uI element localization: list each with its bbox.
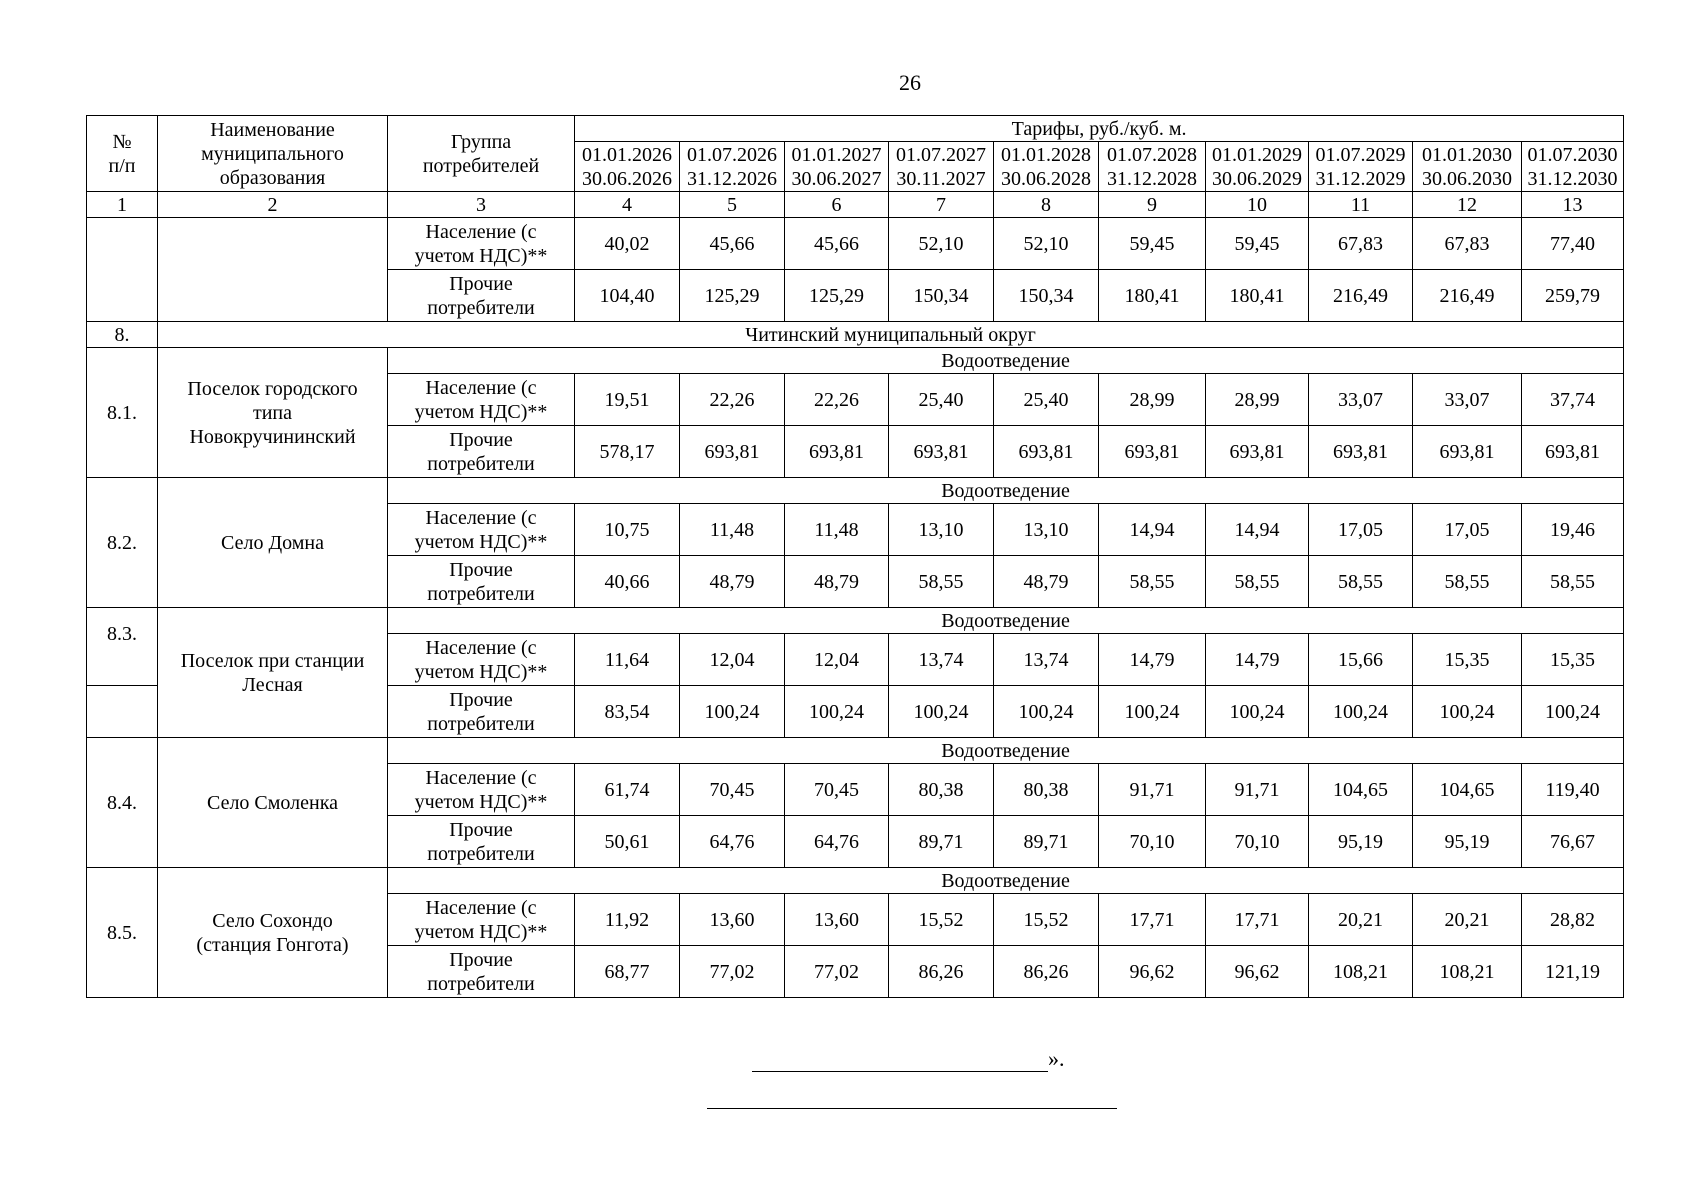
tariff-value: 58,55 <box>1309 556 1413 608</box>
section-row <box>87 322 1624 348</box>
header-col-number: 6 <box>785 192 889 218</box>
tariff-value: 108,21 <box>1413 946 1522 998</box>
tariff-value: 40,66 <box>575 556 680 608</box>
tariff-value: 37,74 <box>1522 374 1624 426</box>
tariff-value: 77,02 <box>785 946 889 998</box>
header-col-number: 3 <box>388 192 575 218</box>
header-num: № п/п <box>87 116 158 192</box>
tariff-value: 578,17 <box>575 426 680 478</box>
header-col-number: 12 <box>1413 192 1522 218</box>
tariff-value: 100,24 <box>994 686 1099 738</box>
municipality-name: Село Сохондо (станция Гонгота) <box>158 868 388 998</box>
tariff-value: 48,79 <box>680 556 785 608</box>
tariff-value: 52,10 <box>994 218 1099 270</box>
tariff-value: 693,81 <box>994 426 1099 478</box>
tariff-value: 22,26 <box>785 374 889 426</box>
consumer-group: Прочие потребители <box>388 816 575 868</box>
header-tariffs-title: Тарифы, руб./куб. м. <box>575 116 1624 142</box>
tariff-value: 58,55 <box>1099 556 1206 608</box>
tariff-value: 13,60 <box>785 894 889 946</box>
tariff-value: 22,26 <box>680 374 785 426</box>
tariff-value: 121,19 <box>1522 946 1624 998</box>
tariff-value: 83,54 <box>575 686 680 738</box>
tariff-value: 19,46 <box>1522 504 1624 556</box>
tariff-value: 28,82 <box>1522 894 1624 946</box>
consumer-group: Население (с учетом НДС)** <box>388 504 575 556</box>
municipality-name <box>158 218 388 322</box>
tariff-value: 693,81 <box>1206 426 1309 478</box>
header-col-number: 13 <box>1522 192 1624 218</box>
municipality-name: Поселок городского типа Новокручининский <box>158 348 388 478</box>
row-num-empty <box>87 686 158 738</box>
header-period: 01.07.2030 31.12.2030 <box>1522 142 1624 192</box>
tariff-value: 58,55 <box>1522 556 1624 608</box>
tariff-value: 25,40 <box>994 374 1099 426</box>
tariff-value: 25,40 <box>889 374 994 426</box>
tariff-value: 108,21 <box>1309 946 1413 998</box>
header-period: 01.01.2026 30.06.2026 <box>575 142 680 192</box>
tariff-value: 64,76 <box>680 816 785 868</box>
tariff-value: 48,79 <box>994 556 1099 608</box>
tariff-value: 58,55 <box>1413 556 1522 608</box>
tariff-value: 100,24 <box>1413 686 1522 738</box>
tariff-value: 59,45 <box>1099 218 1206 270</box>
tariff-value: 100,24 <box>889 686 994 738</box>
tariff-value: 17,71 <box>1206 894 1309 946</box>
tariff-value: 12,04 <box>680 634 785 686</box>
tariff-value: 125,29 <box>785 270 889 322</box>
row-num: 8.5. <box>87 868 158 998</box>
service-label: Водоотведение <box>388 738 1624 764</box>
tariff-value: 95,19 <box>1309 816 1413 868</box>
tariff-value: 61,74 <box>575 764 680 816</box>
municipality-name: Село Смоленка <box>158 738 388 868</box>
section-title: Читинский муниципальный округ <box>158 322 1624 348</box>
tariff-value: 14,79 <box>1206 634 1309 686</box>
tariff-value: 19,51 <box>575 374 680 426</box>
tariff-value: 70,10 <box>1206 816 1309 868</box>
tariff-value: 58,55 <box>889 556 994 608</box>
service-row <box>87 478 1624 504</box>
tariff-value: 59,45 <box>1206 218 1309 270</box>
tariff-value: 91,71 <box>1099 764 1206 816</box>
tariff-value: 11,48 <box>785 504 889 556</box>
service-label: Водоотведение <box>388 608 1624 634</box>
header-col-number: 1 <box>87 192 158 218</box>
tariff-value: 40,02 <box>575 218 680 270</box>
tariff-value: 80,38 <box>994 764 1099 816</box>
tariff-value: 13,60 <box>680 894 785 946</box>
municipality-name: Поселок при станции Лесная <box>158 608 388 738</box>
tariff-value: 70,45 <box>785 764 889 816</box>
page-number: 26 <box>899 70 921 95</box>
tariff-value: 96,62 <box>1206 946 1309 998</box>
tariff-value: 86,26 <box>889 946 994 998</box>
tariff-value: 693,81 <box>889 426 994 478</box>
tariff-value: 693,81 <box>1309 426 1413 478</box>
header-col-number: 9 <box>1099 192 1206 218</box>
tariff-value: 216,49 <box>1309 270 1413 322</box>
tariff-value: 10,75 <box>575 504 680 556</box>
tariff-value: 11,92 <box>575 894 680 946</box>
tariff-value: 14,94 <box>1206 504 1309 556</box>
service-label: Водоотведение <box>388 348 1624 374</box>
tariff-value: 96,62 <box>1099 946 1206 998</box>
tariff-value: 693,81 <box>785 426 889 478</box>
consumer-group: Население (с учетом НДС)** <box>388 374 575 426</box>
row-num <box>87 218 158 322</box>
service-label: Водоотведение <box>388 478 1624 504</box>
tariff-value: 693,81 <box>1099 426 1206 478</box>
tariff-value: 15,52 <box>889 894 994 946</box>
tariff-value: 89,71 <box>889 816 994 868</box>
tariff-value: 28,99 <box>1099 374 1206 426</box>
consumer-group: Население (с учетом НДС)** <box>388 634 575 686</box>
tariff-value: 28,99 <box>1206 374 1309 426</box>
header-col-number: 2 <box>158 192 388 218</box>
tariff-value: 100,24 <box>680 686 785 738</box>
tariff-table <box>86 115 1624 998</box>
tariff-value: 33,07 <box>1413 374 1522 426</box>
tariff-value: 20,21 <box>1413 894 1522 946</box>
separator-line <box>707 1108 1117 1109</box>
tariff-value: 17,05 <box>1413 504 1522 556</box>
tariff-value: 13,74 <box>994 634 1099 686</box>
tariff-value: 64,76 <box>785 816 889 868</box>
tariff-value: 693,81 <box>1522 426 1624 478</box>
tariff-value: 693,81 <box>680 426 785 478</box>
tariff-value: 13,10 <box>994 504 1099 556</box>
tariff-value: 11,48 <box>680 504 785 556</box>
header-period: 01.07.2027 30.11.2027 <box>889 142 994 192</box>
service-label: Водоотведение <box>388 868 1624 894</box>
tariff-value: 70,10 <box>1099 816 1206 868</box>
tariff-value: 58,55 <box>1206 556 1309 608</box>
tariff-value: 11,64 <box>575 634 680 686</box>
tariff-value: 100,24 <box>1309 686 1413 738</box>
header-period: 01.01.2028 30.06.2028 <box>994 142 1099 192</box>
tariff-value: 77,40 <box>1522 218 1624 270</box>
tariff-value: 45,66 <box>785 218 889 270</box>
tariff-value: 125,29 <box>680 270 785 322</box>
tariff-value: 33,07 <box>1309 374 1413 426</box>
header-period: 01.01.2027 30.06.2027 <box>785 142 889 192</box>
service-row <box>87 738 1624 764</box>
header-period: 01.07.2028 31.12.2028 <box>1099 142 1206 192</box>
row-num: 8.3. <box>87 608 158 686</box>
section-num: 8. <box>87 322 158 348</box>
tariff-value: 45,66 <box>680 218 785 270</box>
consumer-group: Прочие потребители <box>388 946 575 998</box>
service-row <box>87 608 1624 634</box>
consumer-group: Население (с учетом НДС)** <box>388 218 575 270</box>
row-num: 8.2. <box>87 478 158 608</box>
tariff-value: 91,71 <box>1206 764 1309 816</box>
header-period: 01.07.2029 31.12.2029 <box>1309 142 1413 192</box>
tariff-value: 104,65 <box>1309 764 1413 816</box>
tariff-value: 180,41 <box>1206 270 1309 322</box>
tariff-value: 15,52 <box>994 894 1099 946</box>
tariff-value: 259,79 <box>1522 270 1624 322</box>
tariff-value: 70,45 <box>680 764 785 816</box>
consumer-group: Прочие потребители <box>388 270 575 322</box>
tariff-value: 100,24 <box>1206 686 1309 738</box>
tariff-value: 14,94 <box>1099 504 1206 556</box>
consumer-group: Население (с учетом НДС)** <box>388 764 575 816</box>
tariff-value: 76,67 <box>1522 816 1624 868</box>
tariff-value: 20,21 <box>1309 894 1413 946</box>
tariff-value: 104,40 <box>575 270 680 322</box>
tariff-value: 100,24 <box>785 686 889 738</box>
tariff-value: 48,79 <box>785 556 889 608</box>
tariff-value: 104,65 <box>1413 764 1522 816</box>
tariff-value: 13,10 <box>889 504 994 556</box>
tariff-value: 150,34 <box>889 270 994 322</box>
tariff-value: 100,24 <box>1522 686 1624 738</box>
tariff-value: 67,83 <box>1413 218 1522 270</box>
header-period: 01.01.2029 30.06.2029 <box>1206 142 1309 192</box>
header-col-number: 4 <box>575 192 680 218</box>
header-col-number: 8 <box>994 192 1099 218</box>
header-period: 01.07.2026 31.12.2026 <box>680 142 785 192</box>
tariff-value: 119,40 <box>1522 764 1624 816</box>
consumer-group: Прочие потребители <box>388 556 575 608</box>
tariff-value: 12,04 <box>785 634 889 686</box>
municipality-name: Село Домна <box>158 478 388 608</box>
tariff-value: 68,77 <box>575 946 680 998</box>
table-row <box>87 218 1624 270</box>
tariff-value: 15,66 <box>1309 634 1413 686</box>
header-group: Группа потребителей <box>388 116 575 192</box>
tariff-value: 17,05 <box>1309 504 1413 556</box>
tariff-value: 77,02 <box>680 946 785 998</box>
signature-line <box>752 1049 1048 1072</box>
tariff-value: 15,35 <box>1413 634 1522 686</box>
header-col-number: 5 <box>680 192 785 218</box>
tariff-value: 95,19 <box>1413 816 1522 868</box>
closing-quote: ». <box>1048 1046 1065 1071</box>
tariff-value: 52,10 <box>889 218 994 270</box>
tariff-value: 89,71 <box>994 816 1099 868</box>
tariff-value: 80,38 <box>889 764 994 816</box>
consumer-group: Население (с учетом НДС)** <box>388 894 575 946</box>
service-row <box>87 868 1624 894</box>
header-col-number: 10 <box>1206 192 1309 218</box>
tariff-value: 50,61 <box>575 816 680 868</box>
tariff-value: 150,34 <box>994 270 1099 322</box>
service-row <box>87 348 1624 374</box>
tariff-value: 14,79 <box>1099 634 1206 686</box>
tariff-value: 100,24 <box>1099 686 1206 738</box>
tariff-value: 17,71 <box>1099 894 1206 946</box>
header-period: 01.01.2030 30.06.2030 <box>1413 142 1522 192</box>
header-col-number: 11 <box>1309 192 1413 218</box>
row-num: 8.1. <box>87 348 158 478</box>
consumer-group: Прочие потребители <box>388 426 575 478</box>
tariff-value: 216,49 <box>1413 270 1522 322</box>
tariff-value: 13,74 <box>889 634 994 686</box>
tariff-value: 15,35 <box>1522 634 1624 686</box>
row-num: 8.4. <box>87 738 158 868</box>
tariff-value: 67,83 <box>1309 218 1413 270</box>
tariff-value: 180,41 <box>1099 270 1206 322</box>
tariff-value: 693,81 <box>1413 426 1522 478</box>
header-col-number: 7 <box>889 192 994 218</box>
consumer-group: Прочие потребители <box>388 686 575 738</box>
header-municipality: Наименование муниципального образования <box>158 116 388 192</box>
tariff-value: 86,26 <box>994 946 1099 998</box>
